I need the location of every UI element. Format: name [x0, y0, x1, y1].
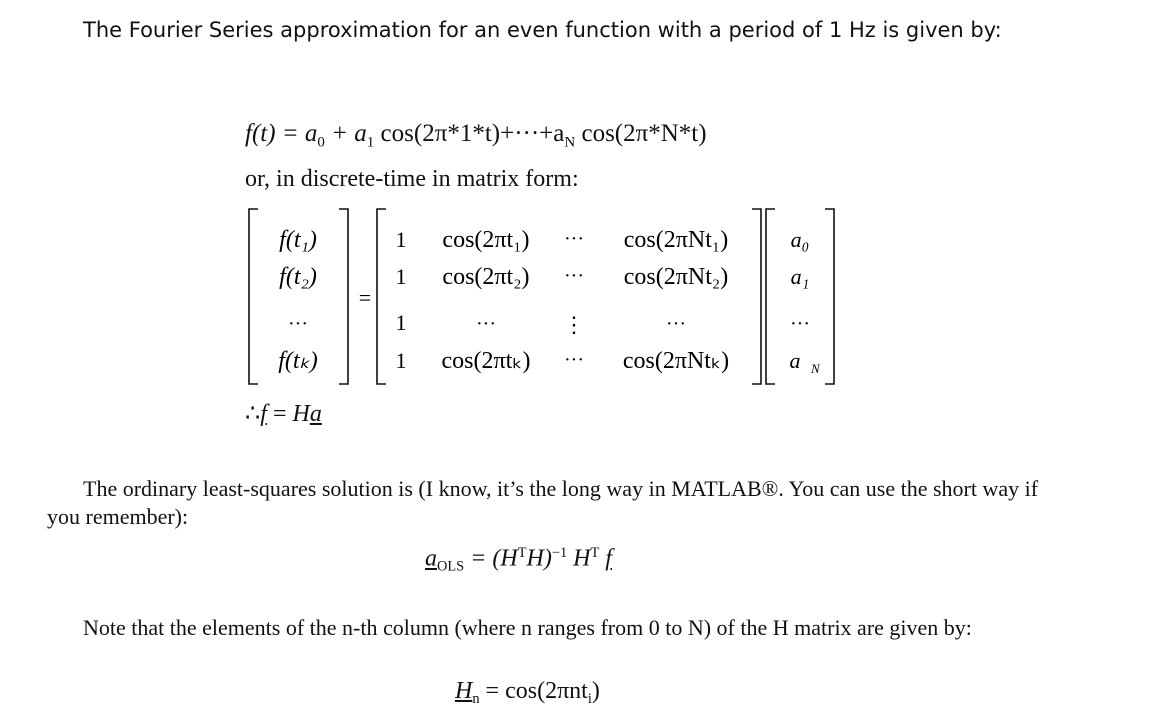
intro-paragraph: The Fourier Series approximation for an even function with a period of 1 Hz is given by:	[83, 18, 1002, 42]
h-cell: ···	[564, 228, 584, 250]
h-cell: ···	[564, 265, 584, 287]
h-cell: cos(2πt₂)	[442, 264, 530, 290]
therefore-symbol: ∴	[245, 401, 261, 427]
ols-subscript: OLS	[437, 558, 465, 575]
h-cell: ···	[476, 313, 496, 335]
hn-close: )	[591, 678, 600, 704]
cos-term-N: cos(2π*N*t)	[575, 120, 707, 147]
ols-f-symbol: f	[605, 545, 612, 572]
ols-transpose-2: T	[590, 545, 600, 561]
a-vector-entry: ···	[790, 313, 810, 335]
hn-rhs: = cos(2πnt	[479, 678, 588, 704]
equation-lhs: f(t) =	[245, 120, 305, 147]
hn-equation	[455, 678, 600, 708]
f-vector-entry: ···	[288, 313, 308, 335]
h-matrix-symbol: H	[292, 401, 310, 427]
coefficient-a0: a	[304, 120, 318, 147]
f-vector-symbol: f	[260, 401, 267, 427]
f-vector-right-bracket	[339, 209, 348, 384]
h-cell: 1	[395, 310, 407, 335]
h-cell: ···	[564, 349, 584, 371]
coefficient-a1-sub: 1	[366, 134, 375, 151]
h-cell: ···	[666, 313, 686, 335]
h-cell: cos(2πtₖ)	[441, 348, 531, 374]
h-cell: cos(2πNt₁)	[623, 227, 729, 253]
ols-a-symbol: a	[425, 545, 437, 572]
hn-symbol: H	[455, 678, 473, 704]
a-vector-entry: a₀	[790, 227, 810, 252]
ols-rhs-mid: H)	[526, 545, 552, 572]
ols-rhs-open: = (H	[464, 545, 518, 572]
a-vector-left-bracket	[766, 209, 775, 384]
h-matrix-left-bracket	[377, 209, 386, 384]
f-vector-entry: f(t₂)	[279, 264, 317, 290]
h-cell: cos(2πNtₖ)	[622, 348, 730, 374]
h-cell: cos(2πNt₂)	[623, 264, 729, 290]
a-vector-right-bracket	[825, 209, 834, 384]
coefficient-aN-sub: N	[564, 134, 576, 151]
h-matrix-right-bracket	[752, 209, 761, 384]
coefficient-a1: + a	[324, 120, 367, 147]
h-cell: ⋮	[563, 312, 585, 337]
a-vector-entry: a₁	[790, 264, 810, 289]
ols-inverse: −1	[551, 545, 568, 561]
equals-sign: =	[266, 401, 293, 427]
ols-rhs-h: H	[567, 545, 591, 572]
hn-t-subscript: i	[587, 691, 592, 708]
h-cell: 1	[395, 227, 407, 252]
h-cell: 1	[395, 348, 407, 373]
coefficient-a0-sub: 0	[317, 134, 325, 151]
cos-term-1: cos(2π*1*t)+···+a	[374, 120, 565, 147]
h-cell: 1	[395, 264, 407, 289]
f-vector-left-bracket	[249, 209, 258, 384]
ols-equation	[425, 545, 612, 576]
note-paragraph: Note that the elements of the n-th column (where n ranges from 0 to N) of the H matrix are given by:	[83, 615, 972, 640]
a-vector-entry: a	[789, 348, 801, 373]
a-vector-last-subscript: N	[811, 361, 820, 376]
f-vector-entry: f(tₖ)	[278, 348, 318, 374]
a-vector-symbol: a	[309, 401, 322, 427]
hn-subscript: n	[472, 691, 480, 708]
matrix-form-caption: or, in discrete-time in matrix form:	[245, 166, 579, 192]
ols-transpose-1: T	[517, 545, 527, 561]
matrix-equals-sign: =	[358, 285, 372, 310]
therefore-equation	[245, 399, 322, 428]
f-vector-entry: f(t₁)	[279, 227, 317, 253]
ols-paragraph: The ordinary least-squares solution is (I know, it’s the long way in MATLAB®. You can use the short way if you remember):	[47, 476, 1039, 529]
h-cell: cos(2πt₁)	[442, 227, 530, 253]
